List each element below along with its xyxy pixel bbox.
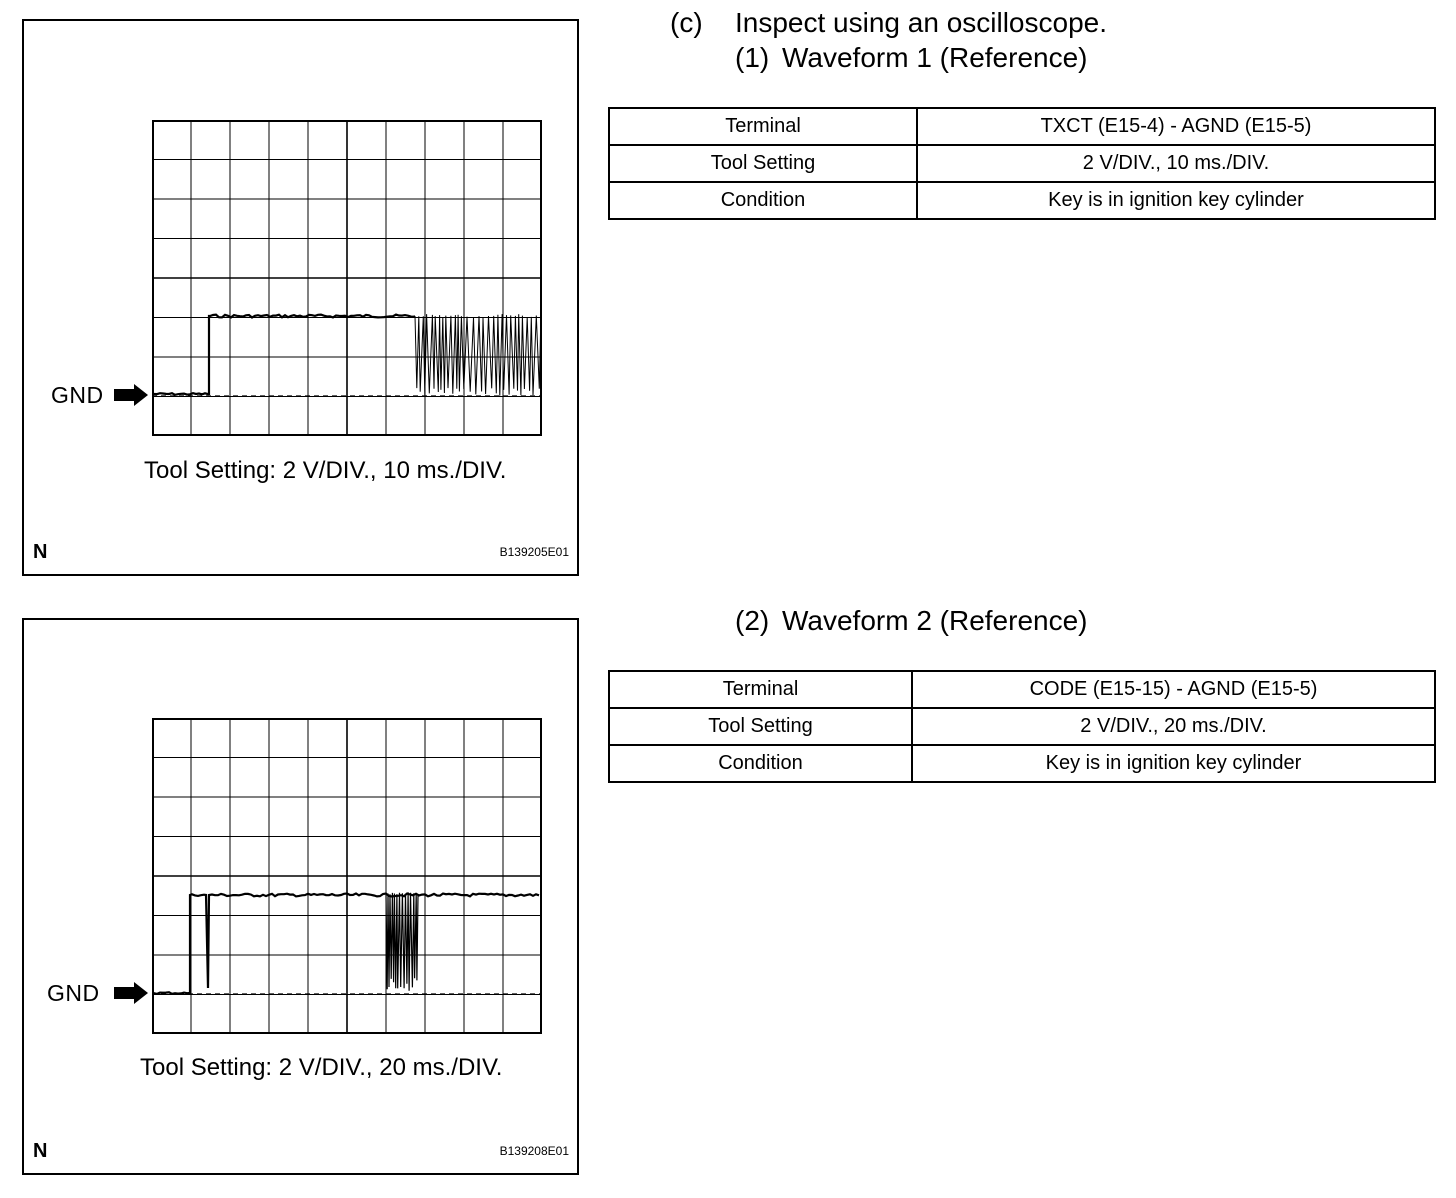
table-row <box>609 182 1435 219</box>
figure-id: B139205E01 <box>499 545 569 559</box>
waveform-1-figure <box>22 19 579 576</box>
row-key: Condition <box>609 182 917 219</box>
row-value: Key is in ignition key cylinder <box>912 745 1435 782</box>
figure-caption: Tool Setting: 2 V/DIV., 10 ms./DIV. <box>144 457 507 484</box>
table-row <box>609 671 1435 708</box>
row-value: CODE (E15-15) - AGND (E15-5) <box>912 671 1435 708</box>
table-row <box>609 108 1435 145</box>
row-value: TXCT (E15-4) - AGND (E15-5) <box>917 108 1435 145</box>
row-key: Terminal <box>609 108 917 145</box>
gnd-label: GND <box>47 980 100 1006</box>
row-key: Tool Setting <box>609 145 917 182</box>
figure-caption: Tool Setting: 2 V/DIV., 20 ms./DIV. <box>140 1054 503 1081</box>
gnd-label: GND <box>51 382 104 408</box>
signal-burst <box>415 314 541 396</box>
waveform-2-title: Waveform 2 (Reference) <box>782 605 1088 636</box>
figure-id: B139208E01 <box>499 1144 569 1158</box>
table-row <box>609 708 1435 745</box>
row-key: Terminal <box>609 671 912 708</box>
waveform-1-plot <box>152 120 542 436</box>
center-axes <box>152 718 542 1034</box>
waveform-1-number: (1) <box>735 42 770 73</box>
corner-marker: N <box>33 1140 48 1162</box>
oscilloscope-screen-1 <box>152 120 542 436</box>
row-value: Key is in ignition key cylinder <box>917 182 1435 219</box>
corner-marker: N <box>33 541 48 563</box>
waveform-1-title: Waveform 1 (Reference) <box>782 42 1088 73</box>
waveform-1-spec-table <box>608 107 1436 220</box>
waveform-2-plot <box>152 718 542 1034</box>
table-row <box>609 145 1435 182</box>
waveform-2-number: (2) <box>735 605 770 636</box>
gnd-arrow-icon <box>114 384 148 406</box>
section-title: Inspect using an oscilloscope. <box>735 7 1107 38</box>
table-row <box>609 745 1435 782</box>
gnd-arrow-icon <box>114 982 148 1004</box>
row-key: Condition <box>609 745 912 782</box>
row-value: 2 V/DIV., 20 ms./DIV. <box>912 708 1435 745</box>
section-letter: (c) <box>670 7 703 38</box>
signal-trace <box>152 894 539 994</box>
waveform-2-spec-table <box>608 670 1436 783</box>
center-axes <box>152 120 542 436</box>
row-key: Tool Setting <box>609 708 912 745</box>
row-value: 2 V/DIV., 10 ms./DIV. <box>917 145 1435 182</box>
waveform-2-figure <box>22 618 579 1175</box>
signal-burst <box>386 892 418 990</box>
oscilloscope-screen-2 <box>152 718 542 1034</box>
